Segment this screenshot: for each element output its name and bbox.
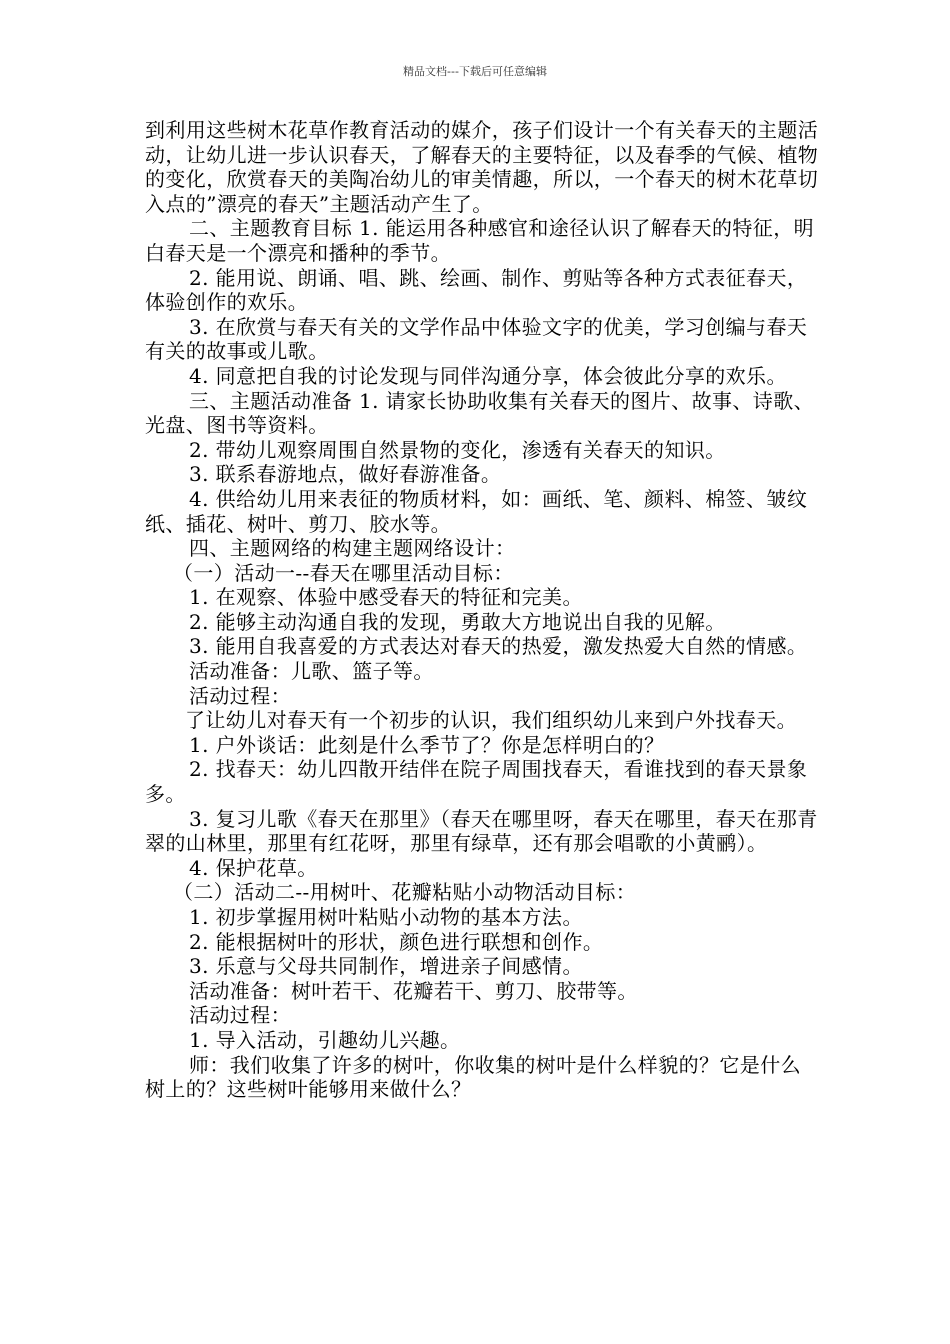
paragraph: 3. 联系春游地点，做好春游准备。	[189, 462, 502, 487]
paragraph: 2. 能用说、朗诵、唱、跳、绘画、制作、剪贴等各种方式表征春天，体验创作的欢乐。	[145, 265, 808, 315]
paragraph: 2. 能够主动沟通自我的发现，勇敢大方地说出自我的见解。	[189, 609, 726, 634]
paragraph: 了让幼儿对春天有一个初步的认识，我们组织幼儿来到户外找春天。	[185, 708, 797, 733]
paragraph: 1. 初步掌握用树叶粘贴小动物的基本方法。	[189, 905, 583, 929]
paragraph: 4. 供给幼儿用来表征的物质材料，如：画纸、笔、颜料、棉签、皱纹纸、插花、树叶、剪刀、胶水等。	[145, 486, 808, 536]
paragraph: 2. 能根据树叶的形状，颜色进行联想和创作。	[189, 929, 604, 954]
paragraph: 1. 导入活动，引趣幼儿兴趣。	[189, 1027, 461, 1052]
paragraph: 3. 在欣赏与春天有关的文学作品中体验文字的优美，学习创编与春天有关的故事或儿歌。	[145, 314, 808, 364]
paragraph: （一）活动一--春天在哪里活动目标：	[173, 560, 514, 585]
page-header: 精品文档---下载后可任意编辑	[403, 65, 547, 78]
document-body	[145, 118, 820, 1102]
paragraph: （二）活动二--用树叶、花瓣粘贴小动物活动目标：	[173, 880, 637, 905]
paragraph: 到利用这些树木花草作教育活动的媒介，孩子们设计一个有关春天的主题活动，让幼儿进一步认识春天，了解春天的主要特征，以及春季的气候、植物的变化，欣赏春天的美陶冶幼儿的审美情趣，所以，一个春天的树木花草切入点的”漂亮的春天”主题活动产生了。	[145, 118, 819, 216]
paragraph: 活动过程：	[189, 1003, 291, 1028]
paragraph: 1. 户外谈话：此刻是什么季节了？你是怎样明白的？	[189, 732, 665, 757]
paragraph: 4. 同意把自我的讨论发现与同伴沟通分享，体会彼此分享的欢乐。	[189, 363, 787, 388]
paragraph: 2. 带幼儿观察周围自然景物的变化，渗透有关春天的知识。	[189, 437, 726, 462]
paragraph: 师：我们收集了许多的树叶，你收集的树叶是什么样貌的？它是什么树上的？这些树叶能够用来做什么？	[145, 1052, 801, 1102]
paragraph: 3. 能用自我喜爱的方式表达对春天的热爱，激发热爱大自然的情感。	[189, 634, 808, 659]
paragraph: 1. 在观察、体验中感受春天的特征和完美。	[189, 585, 583, 610]
paragraph: 二、主题教育目标 1. 能运用各种感官和途径认识了解春天的特征，明白春天是一个漂亮和播种的季节。	[145, 216, 814, 265]
paragraph: 活动准备：儿歌、篮子等。	[189, 659, 434, 684]
paragraph: 活动准备：树叶若干、花瓣若干、剪刀、胶带等。	[189, 978, 638, 1003]
paragraph: 2. 找春天：幼儿四散开结伴在院子周围找春天，看谁找到的春天景象多。	[145, 757, 808, 807]
paragraph: 3. 乐意与父母共同制作，增进亲子间感情。	[189, 954, 583, 979]
paragraph: 四、主题网络的构建主题网络设计：	[189, 536, 516, 561]
paragraph: 4. 保护花草。	[189, 855, 318, 880]
paragraph: 活动过程：	[189, 683, 291, 708]
paragraph: 3. 复习儿歌《春天在那里》（春天在哪里呀，春天在哪里，春天在那青翠的山林里，那里有红花呀，那里有绿草，还有那会唱歌的小黄鹂）。	[145, 806, 818, 856]
paragraph: 三、主题活动准备 1. 请家长协助收集有关春天的图片、故事、诗歌、光盘、图书等资料。	[145, 388, 814, 438]
